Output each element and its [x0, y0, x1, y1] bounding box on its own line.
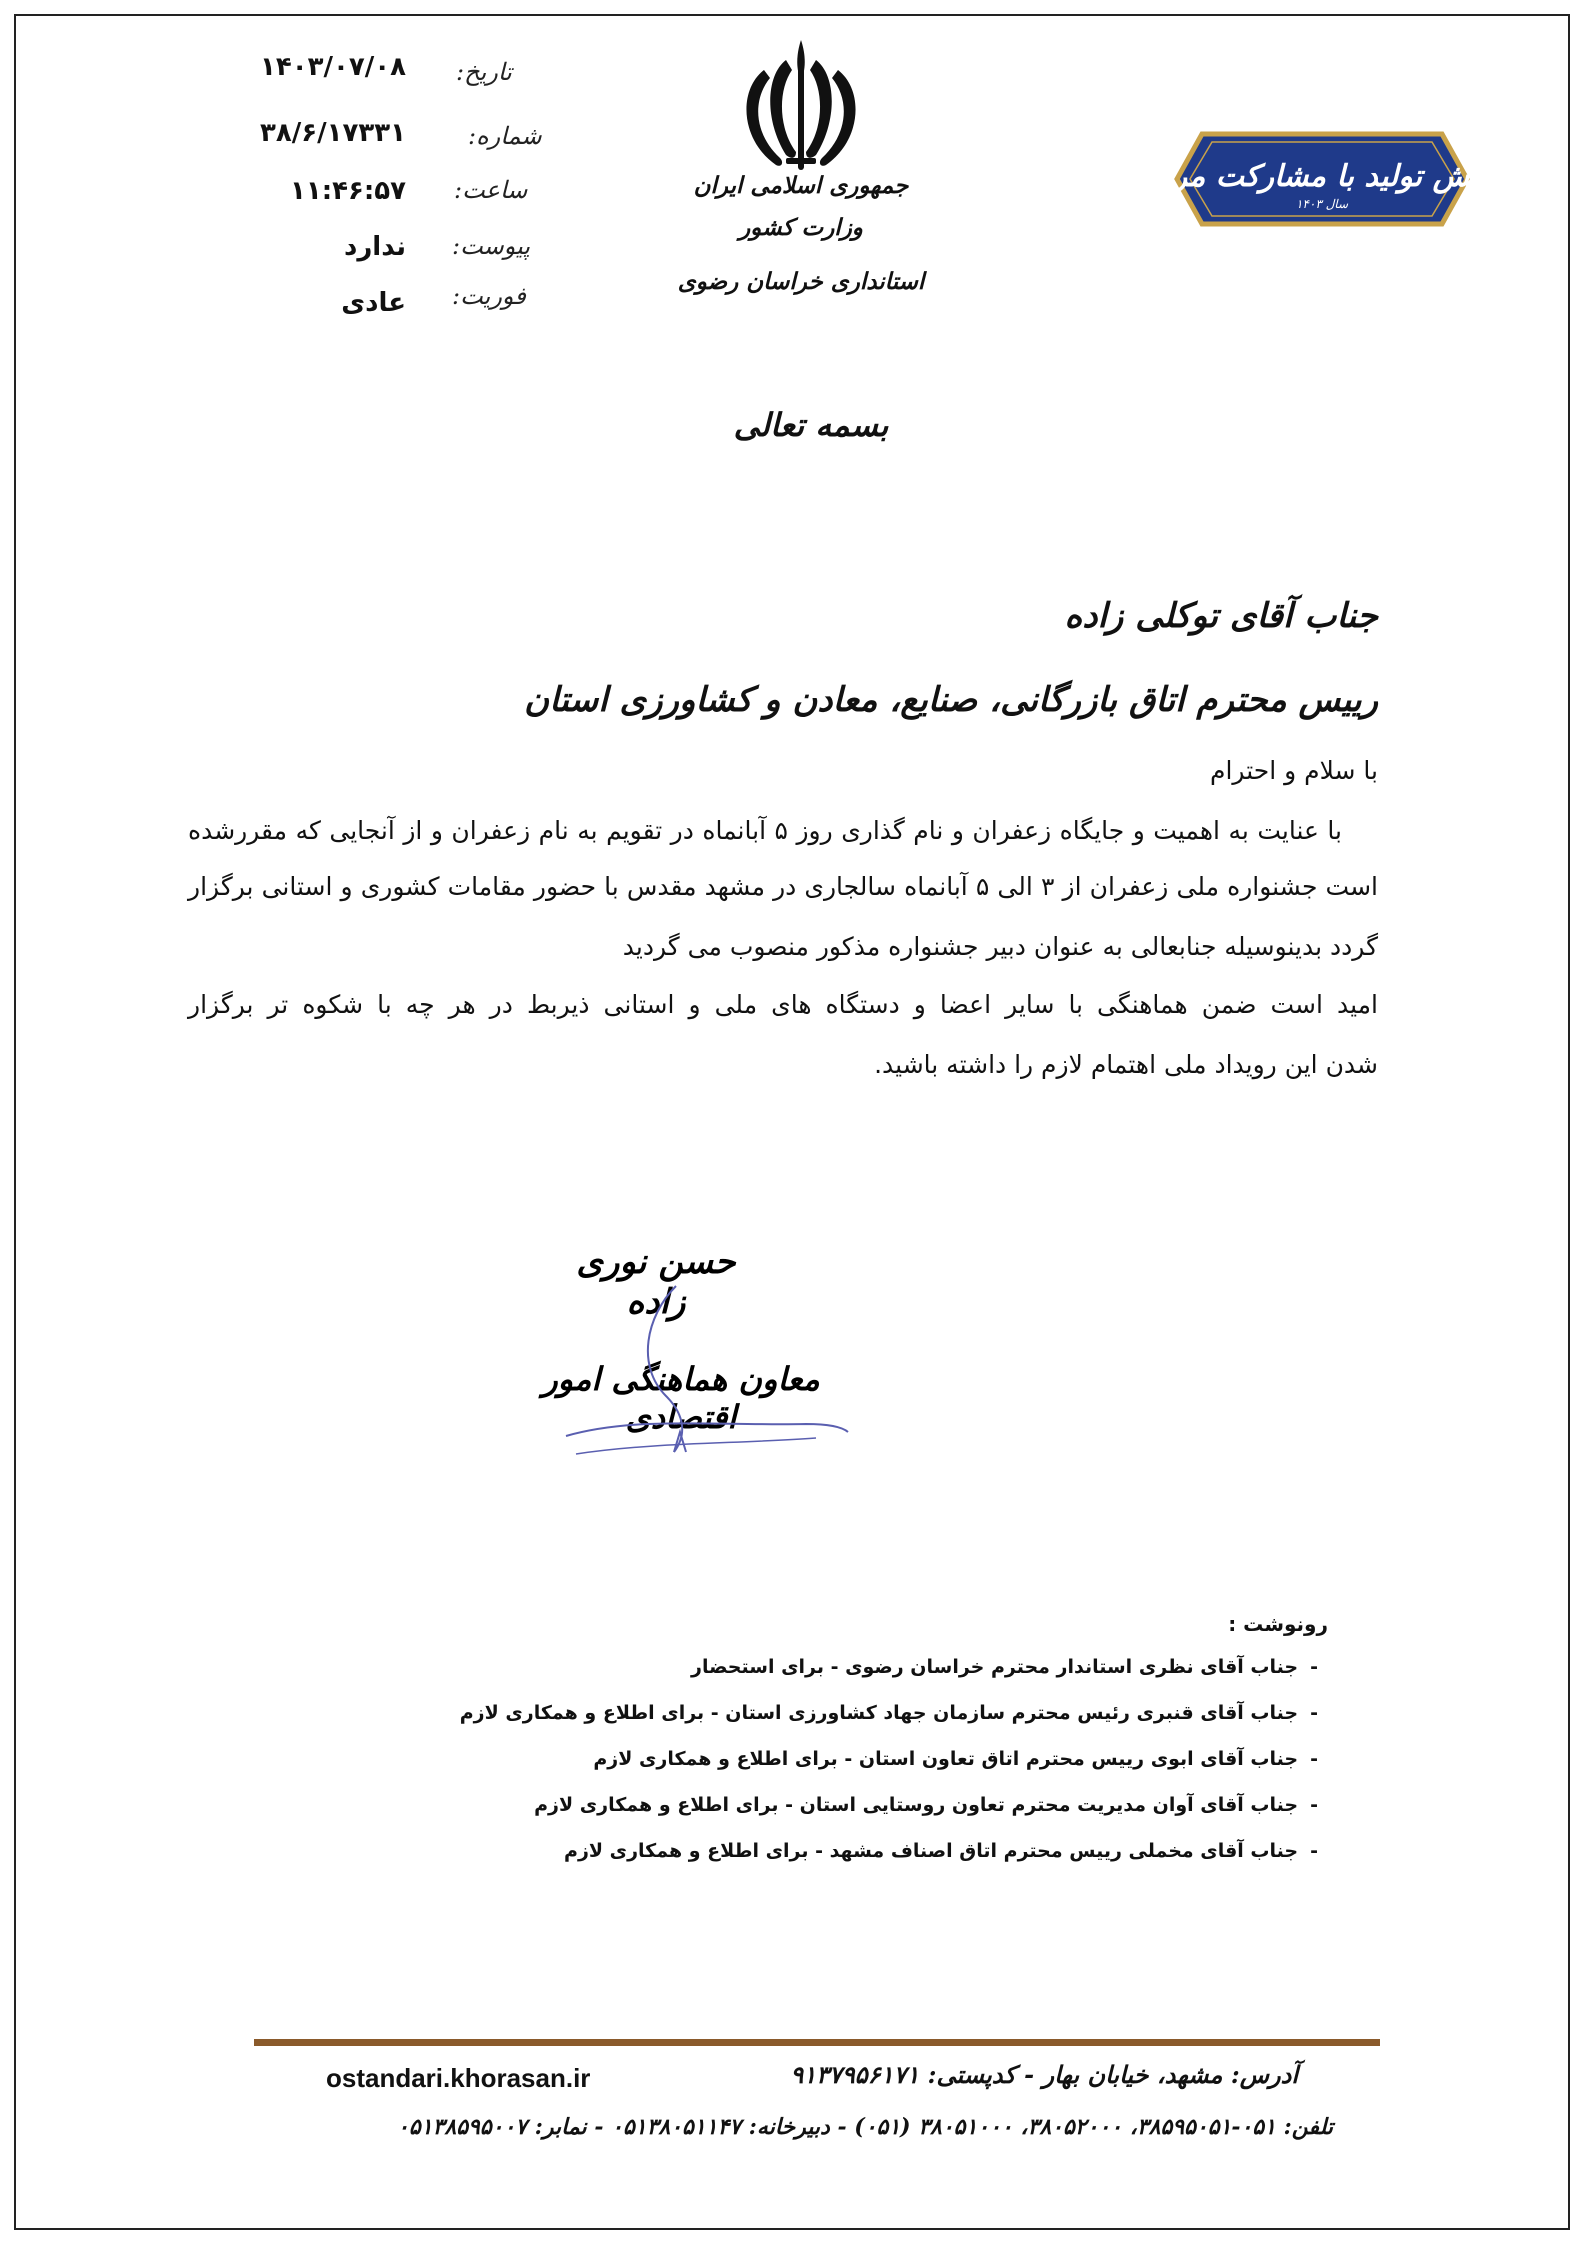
signatory-name: حسن نوری زاده [576, 1242, 736, 1322]
cc-item: -جناب آقای ابوی رییس محترم اتاق تعاون استان - برای اطلاع و همکاری لازم [593, 1748, 1318, 1770]
priority-label: فوریت: [452, 282, 526, 310]
body-line: است جشنواره ملی زعفران از ۳ الی ۵ آبانماه سالجاری در مشهد مقدس با حضور مقامات کشوری و استانی برگزار [188, 872, 1378, 901]
emblem-line-governorate: استانداری خراسان رضوی [677, 268, 925, 295]
footer-phones: تلفن: ۰۵۱-۳۸۵۹۵۰۵۱، ۳۸۰۵۲۰۰۰، ۳۸۰۵۱۰۰۰ (۰۵۱) - دبیرخانه: ۰۵۱۳۸۰۵۱۱۴۷ - نمابر: ۰۵۱۳۸۵۹۵۰۰۷ [397, 2114, 1333, 2140]
time-value: ۱۱:۴۶:۵۷ [289, 176, 406, 206]
footer-address: آدرس: مشهد، خیابان بهار - کدپستی: ۹۱۳۷۹۵۶۱۷۱ [790, 2060, 1298, 2089]
iran-emblem-icon [726, 30, 876, 180]
footer-website-link[interactable]: ostandari.khorasan.ir [326, 2063, 591, 2093]
badge-title: جهش تولید با مشارکت مردم [1140, 159, 1504, 194]
date-value: ۱۴۰۳/۰۷/۰۸ [260, 52, 406, 82]
body-line: با عنایت به اهمیت و جایگاه زعفران و نام گذاری روز ۵ آبانماه در تقویم به نام زعفران و از آنجایی که مقررشده [188, 816, 1342, 845]
cc-item: -جناب آقای قنبری رئیس محترم سازمان جهاد کشاورزی استان - برای اطلاع و همکاری لازم [459, 1702, 1318, 1724]
signatory-title: معاون هماهنگی امور اقتصادی [542, 1360, 820, 1436]
emblem-line-ministry: وزارت کشور [739, 214, 863, 241]
date-label: تاریخ: [456, 58, 512, 86]
letter-page [14, 14, 1570, 2230]
handwritten-signature [556, 1256, 856, 1476]
addressee-title: رییس محترم اتاق بازرگانی، صنایع، معادن و کشاورزی استان [524, 680, 1378, 720]
emblem-line-country: جمهوری اسلامی ایران [693, 172, 909, 199]
number-value: ۳۸/۶/۱۷۳۳۱ [260, 118, 406, 148]
greeting: با سلام و احترام [1210, 756, 1378, 785]
badge-year: سال ۱۴۰۳ [1295, 197, 1349, 211]
footer-rule [254, 2039, 1380, 2046]
attachment-label: پیوست: [452, 232, 531, 260]
slogan-badge [1140, 124, 1504, 234]
cc-heading: رونوشت : [1228, 1612, 1328, 1636]
time-label: ساعت: [454, 176, 528, 204]
body-line: گردد بدینوسیله جنابعالی به عنوان دبیر جشنواره مذکور منصوب می گردید [622, 932, 1378, 961]
cc-item: -جناب آقای آوان مدیریت محترم تعاون روستایی استان - برای اطلاع و همکاری لازم [534, 1794, 1318, 1816]
cc-item: -جناب آقای نظری استاندار محترم خراسان رضوی - برای استحضار [691, 1656, 1318, 1678]
addressee-name: جناب آقای توکلی زاده [1064, 596, 1378, 636]
cc-item: -جناب آقای مخملی رییس محترم اتاق اصناف مشهد - برای اطلاع و همکاری لازم [564, 1840, 1318, 1862]
invocation: بسمه تعالی [733, 406, 889, 444]
attachment-value: ندارد [343, 232, 406, 262]
priority-value: عادی [341, 288, 406, 318]
number-label: شماره: [468, 122, 542, 150]
body-line: شدن این رویداد ملی اهتمام لازم را داشته باشید. [874, 1050, 1378, 1079]
body-line: امید است ضمن هماهنگی با سایر اعضا و دستگاه های ملی و استانی ذیربط در هر چه با شکوه تر برگزار [188, 990, 1378, 1019]
